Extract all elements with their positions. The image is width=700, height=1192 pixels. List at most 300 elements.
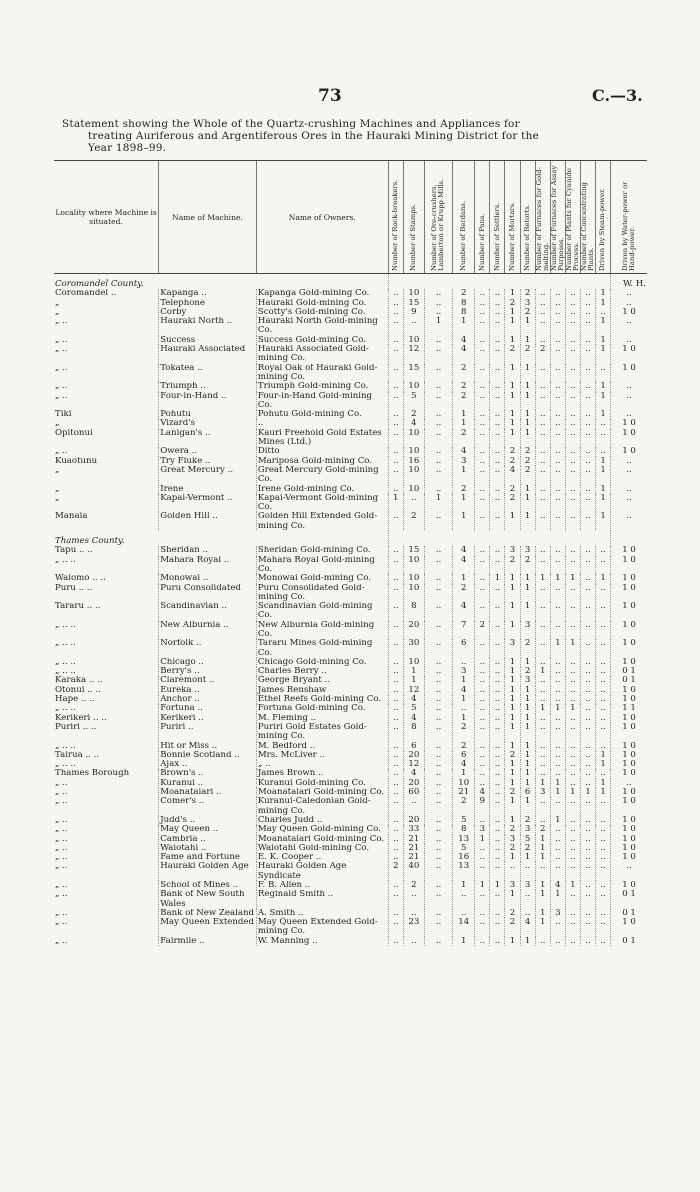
count-cell: .. <box>550 676 565 685</box>
count-cell: .. <box>535 769 550 778</box>
count-cell: .. <box>565 862 580 881</box>
count-cell: 1 <box>505 695 520 704</box>
machine-name-cell: New Alburnia .. <box>159 621 257 640</box>
machine-name-cell: Kapai-Vermont .. <box>159 494 257 513</box>
count-cell: 3 <box>550 909 565 918</box>
count-cell: .. <box>424 584 452 603</box>
count-cell: .. <box>580 457 595 466</box>
count-cell: 10 <box>403 466 424 485</box>
table-row <box>54 457 647 466</box>
count-cell: .. <box>565 658 580 667</box>
count-cell: 1 <box>520 686 535 695</box>
locality-cell: „ <box>55 307 60 317</box>
header-water-hand-power: Driven by Water-power or Hand-power. <box>611 161 647 274</box>
section-power-note: W. H. <box>611 274 647 290</box>
count-cell: .. <box>388 574 403 583</box>
count-cell: 2 <box>453 392 475 411</box>
count-cell: .. <box>490 676 505 685</box>
count-cell: 1 <box>505 289 520 298</box>
count-cell: .. <box>580 429 595 448</box>
count-cell: .. <box>475 769 490 778</box>
count-cell: .. <box>535 457 550 466</box>
count-cell: 8 <box>453 825 475 834</box>
count-cell: 5 <box>453 816 475 825</box>
count-cell: 10 <box>403 429 424 448</box>
count-cell: .. <box>580 512 595 531</box>
count-cell: .. <box>424 667 452 676</box>
count-cell: .. <box>424 364 452 383</box>
count-cell: 2 <box>388 862 403 881</box>
count-cell: .. <box>490 918 505 937</box>
count-cell: .. <box>490 853 505 862</box>
count-cell: 1 <box>505 392 520 411</box>
count-cell: .. <box>388 308 403 317</box>
count-cell: .. <box>565 289 580 298</box>
count-cell: .. <box>424 429 452 448</box>
count-cell: .. <box>424 457 452 466</box>
count-cell: 3 <box>520 881 535 890</box>
locality-cell: Hape .. .. <box>55 695 95 705</box>
count-cell: 1 <box>550 574 565 583</box>
count-cell: .. <box>424 602 452 621</box>
count-cell: 1 <box>596 512 611 531</box>
count-cell: .. <box>550 937 565 946</box>
count-cell: .. <box>424 447 452 456</box>
owner-cell: Mariposa Gold-mining Co. <box>256 457 388 466</box>
owner-cell: Scotty's Gold-mining Co. <box>256 308 388 317</box>
count-cell: .. <box>424 797 452 816</box>
count-cell: .. <box>596 364 611 383</box>
count-cell: .. <box>490 639 505 658</box>
count-cell: 10 <box>403 584 424 603</box>
count-cell: 21 <box>403 844 424 853</box>
locality-cell: „ .. <box>55 363 68 373</box>
count-cell: 1 0 <box>611 816 647 825</box>
count-cell: .. <box>596 937 611 946</box>
count-cell: .. <box>580 760 595 769</box>
count-cell: .. <box>490 345 505 364</box>
count-cell: .. <box>490 844 505 853</box>
count-cell: .. <box>388 686 403 695</box>
count-cell: 1 0 <box>611 686 647 695</box>
owner-cell: Mrs. McLiver .. <box>256 751 388 760</box>
count-cell: 23 <box>403 918 424 937</box>
count-cell: 1 0 <box>611 447 647 456</box>
count-cell: .. <box>535 466 550 485</box>
count-cell: 1 0 <box>611 602 647 621</box>
count-cell: .. <box>580 392 595 411</box>
count-cell: .. <box>424 862 452 881</box>
count-cell: .. <box>490 695 505 704</box>
page-number: 73 <box>318 86 342 106</box>
count-cell: .. <box>535 494 550 513</box>
count-cell: .. <box>565 556 580 575</box>
table-row <box>54 881 647 890</box>
count-cell: 0 1 <box>611 667 647 676</box>
count-cell: .. <box>424 345 452 364</box>
owner-cell: Moanataiari Gold-mining Co. <box>256 835 388 844</box>
count-cell: .. <box>550 769 565 778</box>
count-cell: .. <box>565 853 580 862</box>
count-cell: .. <box>550 844 565 853</box>
count-cell: .. <box>388 769 403 778</box>
count-cell: 1 <box>505 658 520 667</box>
count-cell: .. <box>490 825 505 834</box>
count-cell: .. <box>475 546 490 555</box>
owner-cell: Great Mercury Gold-mining Co. <box>256 466 388 485</box>
table-row <box>54 317 647 336</box>
machine-name-cell: Golden Hill .. <box>159 512 257 531</box>
count-cell: .. <box>565 667 580 676</box>
count-cell: 0 1 <box>611 676 647 685</box>
count-cell: 1 <box>535 704 550 713</box>
count-cell: .. <box>550 742 565 751</box>
count-cell: 0 1 <box>611 890 647 909</box>
count-cell: .. <box>475 574 490 583</box>
count-cell: .. <box>424 723 452 742</box>
header-cyanide-plants: Number of Plants for Cyanide Process. <box>565 161 580 274</box>
count-cell: 1 <box>596 299 611 308</box>
count-cell: .. <box>611 289 647 298</box>
count-cell: 1 <box>520 364 535 383</box>
table-row <box>54 466 647 485</box>
count-cell: .. <box>550 751 565 760</box>
count-cell: 14 <box>453 918 475 937</box>
locality-cell: „ .. .. <box>55 760 76 770</box>
count-cell: .. <box>475 676 490 685</box>
count-cell: .. <box>403 909 424 918</box>
count-cell: .. <box>490 909 505 918</box>
count-cell: .. <box>388 918 403 937</box>
count-cell: 2 <box>505 556 520 575</box>
count-cell: 20 <box>403 816 424 825</box>
count-cell: 2 <box>505 825 520 834</box>
count-cell: .. <box>388 419 403 428</box>
table-row <box>54 769 647 778</box>
count-cell: 1 <box>535 918 550 937</box>
count-cell: 10 <box>403 382 424 391</box>
table-row <box>54 667 647 676</box>
count-cell: 1 <box>388 494 403 513</box>
count-cell: 10 <box>403 556 424 575</box>
machine-name-cell: Waiotahi .. <box>159 844 257 853</box>
count-cell: 1 0 <box>611 546 647 555</box>
count-cell: 1 1 <box>611 704 647 713</box>
count-cell: .. <box>596 556 611 575</box>
count-cell: 2 <box>403 881 424 890</box>
count-cell: 1 <box>596 289 611 298</box>
count-cell: 1 <box>596 485 611 494</box>
count-cell: .. <box>535 686 550 695</box>
count-cell: .. <box>388 512 403 531</box>
count-cell: .. <box>388 429 403 448</box>
machine-name-cell: Anchor .. <box>159 695 257 704</box>
count-cell: 1 <box>505 937 520 946</box>
machine-name-cell: School of Mines .. <box>159 881 257 890</box>
title-line-2: treating Auriferous and Argentiferous Ores in the Hauraki Mining District for the <box>88 130 539 142</box>
count-cell: .. <box>596 429 611 448</box>
locality-cell: „ <box>55 419 60 429</box>
owner-cell: E. K. Cooper .. <box>256 853 388 862</box>
count-cell: 40 <box>403 862 424 881</box>
count-cell: .. <box>505 862 520 881</box>
count-cell: .. <box>580 485 595 494</box>
locality-cell: „ .. <box>55 908 68 918</box>
count-cell: 1 <box>505 769 520 778</box>
owner-cell: Waiotahi Gold-mining Co. <box>256 844 388 853</box>
count-cell: 1 <box>520 937 535 946</box>
count-cell: .. <box>596 723 611 742</box>
count-cell: .. <box>424 419 452 428</box>
owner-cell: Success Gold-mining Co. <box>256 336 388 345</box>
count-cell: .. <box>535 556 550 575</box>
count-cell: .. <box>388 890 403 909</box>
owner-cell: A. Smith .. <box>256 909 388 918</box>
count-cell: 1 <box>505 723 520 742</box>
count-cell: .. <box>550 289 565 298</box>
count-cell: .. <box>490 308 505 317</box>
header-assay-furnaces: Number of Furnaces for Assay Purposes. <box>550 161 565 274</box>
count-cell: 10 <box>453 779 475 788</box>
count-cell: .. <box>475 714 490 723</box>
count-cell: .. <box>475 457 490 466</box>
count-cell: .. <box>424 853 452 862</box>
count-cell: .. <box>490 457 505 466</box>
count-cell: 1 <box>550 639 565 658</box>
count-cell: .. <box>550 364 565 383</box>
count-cell: .. <box>535 382 550 391</box>
count-cell: 2 <box>520 308 535 317</box>
count-cell: .. <box>611 382 647 391</box>
machine-name-cell: Brown's .. <box>159 769 257 778</box>
owner-cell: James Brown .. <box>256 769 388 778</box>
count-cell: .. <box>424 392 452 411</box>
count-cell: 2 <box>453 364 475 383</box>
count-cell: .. <box>388 289 403 298</box>
table-row <box>54 658 647 667</box>
count-cell: 1 <box>505 667 520 676</box>
count-cell: .. <box>490 742 505 751</box>
count-cell: .. <box>550 602 565 621</box>
count-cell: .. <box>388 382 403 391</box>
count-cell: .. <box>490 382 505 391</box>
header-gold-furnaces: Number of Furnaces for Gold-melting. <box>535 161 550 274</box>
count-cell: .. <box>424 714 452 723</box>
count-cell: .. <box>580 853 595 862</box>
count-cell: 2 <box>505 751 520 760</box>
count-cell: .. <box>424 937 452 946</box>
count-cell: .. <box>550 512 565 531</box>
count-cell: .. <box>490 788 505 797</box>
count-cell: .. <box>565 584 580 603</box>
count-cell: 1 <box>565 574 580 583</box>
count-cell: .. <box>596 695 611 704</box>
count-cell: 1 <box>565 788 580 797</box>
count-cell: .. <box>490 289 505 298</box>
owner-cell: Puru Consolidated Gold-mining Co. <box>256 584 388 603</box>
owner-cell: Moanataiari Gold-mining Co. <box>256 788 388 797</box>
table-row <box>54 345 647 364</box>
count-cell: 1 <box>596 494 611 513</box>
count-cell: .. <box>535 797 550 816</box>
count-cell: 13 <box>453 862 475 881</box>
count-cell: .. <box>596 890 611 909</box>
count-cell: .. <box>490 466 505 485</box>
count-cell: .. <box>490 602 505 621</box>
machine-name-cell: Puriri .. <box>159 723 257 742</box>
count-cell: .. <box>535 308 550 317</box>
count-cell: .. <box>596 835 611 844</box>
count-cell: .. <box>535 639 550 658</box>
count-cell: .. <box>490 621 505 640</box>
count-cell: 33 <box>403 825 424 834</box>
count-cell: .. <box>388 584 403 603</box>
count-cell: 1 <box>520 602 535 621</box>
count-cell: 2 <box>520 556 535 575</box>
count-cell: 1 <box>505 336 520 345</box>
owner-cell: Golden Hill Extended Gold-mining Co. <box>256 512 388 531</box>
count-cell: .. <box>580 835 595 844</box>
count-cell: 30 <box>403 639 424 658</box>
count-cell: .. <box>388 760 403 769</box>
count-cell: 1 <box>453 714 475 723</box>
count-cell: .. <box>424 686 452 695</box>
count-cell: 1 <box>520 317 535 336</box>
owner-cell: Monowai Gold-mining Co. <box>256 574 388 583</box>
count-cell: .. <box>596 546 611 555</box>
locality-cell: Kerikeri .. .. <box>55 713 107 723</box>
count-cell: .. <box>580 816 595 825</box>
count-cell: .. <box>580 584 595 603</box>
count-cell: 1 <box>596 392 611 411</box>
count-cell: .. <box>424 658 452 667</box>
locality-cell: Tiki <box>55 410 72 420</box>
page-code: C.—3. <box>592 86 643 105</box>
count-cell: .. <box>596 686 611 695</box>
count-cell: 1 <box>453 574 475 583</box>
locality-cell: Opitonui <box>55 428 93 438</box>
count-cell: .. <box>520 909 535 918</box>
owner-cell: Mahara Royal Gold-mining Co. <box>256 556 388 575</box>
count-cell: .. <box>535 742 550 751</box>
count-cell: 1 0 <box>611 639 647 658</box>
count-cell: 1 <box>520 392 535 411</box>
count-cell: 1 <box>453 466 475 485</box>
count-cell: 1 <box>475 835 490 844</box>
count-cell: .. <box>490 429 505 448</box>
count-cell: 1 <box>596 788 611 797</box>
count-cell: .. <box>565 835 580 844</box>
locality-cell: Waiomo .. .. <box>55 574 106 584</box>
owner-cell: Royal Oak of Hauraki Gold-mining Co. <box>256 364 388 383</box>
count-cell: 1 <box>505 779 520 788</box>
count-cell: .. <box>550 695 565 704</box>
locality-cell: Puriri .. .. <box>55 722 97 732</box>
count-cell: .. <box>550 853 565 862</box>
count-cell: .. <box>580 546 595 555</box>
count-cell: 1 0 <box>611 419 647 428</box>
owner-cell: Hauraki Associated Gold-mining Co. <box>256 345 388 364</box>
table-row <box>54 574 647 583</box>
count-cell: .. <box>580 447 595 456</box>
count-cell: .. <box>535 317 550 336</box>
count-cell: .. <box>535 392 550 411</box>
count-cell: .. <box>388 797 403 816</box>
count-cell: .. <box>388 345 403 364</box>
count-cell: 1 0 <box>611 881 647 890</box>
count-cell: .. <box>475 429 490 448</box>
count-cell: 2 <box>505 844 520 853</box>
count-cell: .. <box>475 392 490 411</box>
count-cell: 1 <box>580 788 595 797</box>
count-cell: .. <box>565 410 580 419</box>
locality-cell: „ .. <box>55 797 68 807</box>
count-cell: 2 <box>453 382 475 391</box>
count-cell: 3 <box>505 639 520 658</box>
count-cell: 1 0 <box>611 556 647 575</box>
count-cell: 15 <box>403 299 424 308</box>
count-cell: .. <box>490 797 505 816</box>
count-cell: 1 <box>424 317 452 336</box>
count-cell: .. <box>490 686 505 695</box>
count-cell: .. <box>520 890 535 909</box>
count-cell: 4 <box>550 881 565 890</box>
count-cell: 4 <box>453 556 475 575</box>
count-cell: .. <box>596 853 611 862</box>
count-cell: .. <box>565 723 580 742</box>
count-cell: .. <box>424 751 452 760</box>
count-cell: 1 <box>520 853 535 862</box>
count-cell: 2 <box>505 485 520 494</box>
count-cell: .. <box>490 512 505 531</box>
locality-cell: „ .. .. <box>55 639 76 649</box>
machine-name-cell: Berry's .. <box>159 667 257 676</box>
header-berdans: Number of Berdans. <box>453 161 475 274</box>
count-cell: .. <box>388 546 403 555</box>
locality-cell: „ .. <box>55 881 68 890</box>
count-cell: .. <box>565 742 580 751</box>
count-cell: .. <box>580 364 595 383</box>
count-cell: 8 <box>453 308 475 317</box>
count-cell: 5 <box>453 844 475 853</box>
count-cell: .. <box>475 686 490 695</box>
count-cell: .. <box>565 308 580 317</box>
count-cell: 1 <box>453 695 475 704</box>
count-cell: .. <box>611 410 647 419</box>
machine-name-cell: Corby <box>159 308 257 317</box>
count-cell: .. <box>453 890 475 909</box>
count-cell: .. <box>611 299 647 308</box>
machine-name-cell: Vizard's <box>159 419 257 428</box>
header-machine-name: Name of Machine. <box>159 161 257 274</box>
owner-cell: M. Fleming .. <box>256 714 388 723</box>
count-cell: 1 <box>453 419 475 428</box>
count-cell: 21 <box>403 835 424 844</box>
table-row <box>54 714 647 723</box>
machine-name-cell: Success <box>159 336 257 345</box>
count-cell: 1 0 <box>611 695 647 704</box>
count-cell: .. <box>580 909 595 918</box>
count-cell: 1 0 <box>611 918 647 937</box>
count-cell: 6 <box>453 639 475 658</box>
count-cell: 2 <box>403 410 424 419</box>
count-cell: 1 <box>565 704 580 713</box>
count-cell: .. <box>388 704 403 713</box>
count-cell: .. <box>611 317 647 336</box>
count-cell: .. <box>550 299 565 308</box>
count-cell: .. <box>388 788 403 797</box>
table-body <box>54 274 647 947</box>
